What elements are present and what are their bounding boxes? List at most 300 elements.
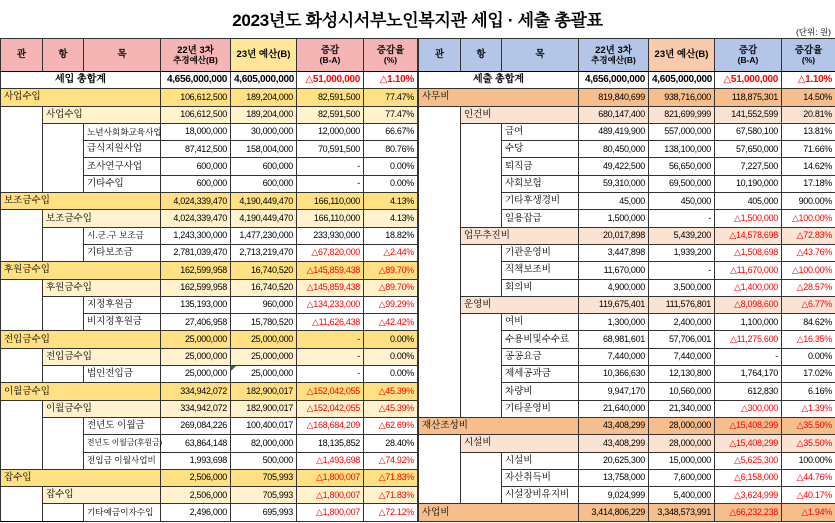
value-cell: 680,147,400 [579,106,649,123]
value-cell: 600,000 [231,175,297,192]
value-cell: 3,500,000 [649,279,715,296]
value-cell: 15,780,520 [231,314,297,331]
total-label: 세출 총합계 [419,72,579,89]
value-cell: △1.39% [782,400,835,417]
value-cell: 43,408,299 [579,417,649,434]
value-cell: 7,600,000 [649,469,715,486]
value-cell: 489,419,900 [579,123,649,140]
value-cell: 9,024,999 [579,487,649,504]
row-label: 노년사회화교육사업 [84,123,161,140]
value-cell: - [297,175,364,192]
col-change-header [715,39,782,72]
header-row [419,39,835,72]
budget-row-hang [419,296,835,313]
value-cell: 600,000 [231,158,297,175]
row-label: 조사연구사업 [84,158,161,175]
row-label: 이월금수입 [1,383,161,400]
gwan-spacer-cell [419,279,461,296]
row-label: 인건비 [461,106,579,123]
value-cell: 1,243,300,000 [161,227,231,244]
row-label: 회의비 [502,279,579,296]
value-cell: 612,830 [715,383,782,400]
col-prev-budget-header [579,39,649,72]
value-cell: 1,993,698 [161,452,231,469]
row-label: 차량비 [502,383,579,400]
value-cell: 45,000 [579,193,649,210]
value-cell: △62.69% [364,417,418,434]
value-cell: 30,000,000 [231,123,297,140]
col-change-rate-header-line1: 증감율 [794,44,823,56]
value-cell: 17.18% [782,175,835,192]
value-cell: 106,612,500 [161,106,231,123]
row-label: 보조금수입 [43,210,161,227]
hang-spacer-cell [43,158,84,175]
value-cell: 166,110,000 [297,210,364,227]
value-cell: 14.50% [782,89,835,106]
budget-row-mok [419,400,835,417]
hang-spacer-cell [461,469,502,486]
value-cell: 4,024,339,470 [161,193,231,210]
value-cell: 334,942,072 [161,383,231,400]
value-cell: 182,900,017 [231,400,297,417]
value-cell: 10,366,630 [579,366,649,383]
value-cell: △300,000 [715,400,782,417]
value-cell: △72.12% [364,504,418,521]
value-cell: 938,716,000 [649,89,715,106]
budget-row-mok [419,175,835,192]
row-label: 전입금 이월사업비 [84,452,161,469]
hang-spacer-cell [461,487,502,504]
value-cell: - [297,366,364,383]
row-label: 수당 [502,141,579,158]
hang-spacer-cell [461,262,502,279]
comment-marker-icon [231,366,236,371]
row-label: 시설비 [461,435,579,452]
value-cell: △145,859,438 [297,262,364,279]
col-prev-budget-header [161,39,231,72]
budget-row-hang [1,210,418,227]
row-label: 잡수입 [1,469,161,486]
value-cell: 0.00% [364,348,418,365]
budget-row-mok [419,469,835,486]
gwan-spacer-cell [1,227,43,244]
hang-spacer-cell [43,452,84,469]
gwan-spacer-cell [419,400,461,417]
value-cell: △35.50% [782,435,835,452]
value-cell: 12,130,800 [649,366,715,383]
budget-row-hang [1,487,418,504]
value-cell: 100.00% [782,452,835,469]
budget-row-hang [1,106,418,123]
value-cell: 166,110,000 [297,193,364,210]
value-cell: 1,939,200 [649,244,715,261]
gwan-spacer-cell [1,366,43,383]
budget-row-gwan [1,331,418,348]
hang-spacer-cell [43,141,84,158]
value-cell: 162,599,958 [161,262,231,279]
hang-spacer-cell [461,141,502,158]
value-cell: △2.44% [364,244,418,261]
value-cell: 16,740,520 [231,262,297,279]
row-label: 일용잡급 [502,210,579,227]
value-cell: △42.42% [364,314,418,331]
value-cell: △67,820,000 [297,244,364,261]
hang-spacer-cell [461,279,502,296]
value-cell: 960,000 [231,296,297,313]
value-cell: 4,656,000,000 [579,72,649,89]
row-label: 운영비 [461,296,579,313]
page-title: 2023년도 화성시서부노인복지관 세입 · 세출 총괄표 [232,11,603,30]
hang-spacer-cell [461,314,502,331]
budget-row-mok [419,279,835,296]
value-cell: 82,591,500 [297,89,364,106]
col-hang-header-line1: 항 [476,49,486,61]
value-cell: 67,580,100 [715,123,782,140]
value-cell: 118,875,301 [715,89,782,106]
value-cell: 450,000 [649,193,715,210]
value-cell: - [649,210,715,227]
hang-spacer-cell [461,210,502,227]
value-cell: 106,612,500 [161,89,231,106]
value-cell: 141,552,599 [715,106,782,123]
col-new-budget-header [231,39,297,72]
col-hang-header [461,39,502,72]
value-cell: △1,800,007 [297,487,364,504]
value-cell: 21,640,000 [579,400,649,417]
value-cell: 68,981,601 [579,331,649,348]
col-mok-header [502,39,579,72]
row-label: 법인전입금 [84,366,161,383]
hang-spacer-cell [461,452,502,469]
budget-row-hang [419,106,835,123]
col-prev-budget-header-line1: 22년 3차 [595,44,632,56]
budget-row-gwan [1,383,418,400]
hang-spacer-cell [43,175,84,192]
value-cell: 13.81% [782,123,835,140]
value-cell: 119,675,401 [579,296,649,313]
value-cell: 28,000,000 [649,435,715,452]
row-label: 전년도 이월금 [84,417,161,434]
budget-row-gwan [1,262,418,279]
gwan-spacer-cell [1,314,43,331]
row-label: 사업비 [419,504,579,521]
row-label: 수용비및수수료 [502,331,579,348]
hang-spacer-cell [43,123,84,140]
budget-row-mok [1,417,418,434]
budget-row-mok [1,158,418,175]
value-cell: △11,275,600 [715,331,782,348]
value-cell: △71.83% [364,487,418,504]
value-cell: △40.17% [782,487,835,504]
value-cell: 705,993 [231,469,297,486]
value-cell: △45.39% [364,383,418,400]
row-label: 기타보조금 [84,244,161,261]
value-cell: 1,764,170 [715,366,782,383]
hang-spacer-cell [461,348,502,365]
budget-row-hang [1,279,418,296]
col-change-header [297,39,364,72]
value-cell: △89.70% [364,262,418,279]
value-cell: 16,740,520 [231,279,297,296]
value-cell: 12,000,000 [297,123,364,140]
row-label: 시설장비유지비 [502,487,579,504]
value-cell: 25,000,000 [161,348,231,365]
col-hang-header-line1: 항 [58,49,68,61]
budget-row-mok [419,383,835,400]
hang-spacer-cell [43,244,84,261]
value-cell: 80.76% [364,141,418,158]
row-label: 사업수입 [1,89,161,106]
value-cell: △15,408,299 [715,417,782,434]
value-cell: 3,447,898 [579,244,649,261]
value-cell: 7,440,000 [649,348,715,365]
value-cell: 2,496,000 [161,504,231,521]
value-cell: 17.02% [782,366,835,383]
gwan-spacer-cell [419,123,461,140]
gwan-spacer-cell [1,123,43,140]
value-cell: △35.50% [782,417,835,434]
value-cell: 0.00% [364,158,418,175]
value-cell: △28.57% [782,279,835,296]
value-cell: 25,000,000 [231,348,297,365]
row-label: 제세공과금 [502,366,579,383]
budget-row-mok [1,123,418,140]
value-cell: 27,406,958 [161,314,231,331]
value-cell: 158,004,000 [231,141,297,158]
value-cell: 18,135,852 [297,435,364,452]
col-change-rate-header-line2: (%) [383,54,398,65]
row-label: 여비 [502,314,579,331]
col-change-rate-header-line1: 증감율 [376,44,405,56]
hang-spacer-cell [461,383,502,400]
row-label: 시.군.구 보조금 [84,227,161,244]
value-cell: 56,650,000 [649,158,715,175]
value-cell: 59,310,000 [579,175,649,192]
value-cell: 182,900,017 [231,383,297,400]
value-cell: 0.00% [782,348,835,365]
col-gwan-header [419,39,461,72]
value-cell: △1,800,007 [297,504,364,521]
hang-spacer-cell [461,193,502,210]
value-cell: △45.39% [364,400,418,417]
hang-spacer-cell [461,400,502,417]
value-cell: △15,408,299 [715,435,782,452]
budget-row-mok [1,244,418,261]
budget-row-mok [1,296,418,313]
value-cell: 21,340,000 [649,400,715,417]
gwan-spacer-cell [419,487,461,504]
gwan-spacer-cell [1,452,43,469]
value-cell: 600,000 [161,158,231,175]
value-cell: 233,930,000 [297,227,364,244]
value-cell: 3,414,806,229 [579,504,649,521]
value-cell: 695,993 [231,504,297,521]
value-cell: 821,699,999 [649,106,715,123]
budget-row-mok [419,210,835,227]
value-cell: 20,625,300 [579,452,649,469]
value-cell: 18.82% [364,227,418,244]
gwan-spacer-cell [419,175,461,192]
budget-row-mok [419,193,835,210]
col-change-header-line1: 증감 [320,44,340,56]
col-change-header-line2: (B-A) [319,54,341,65]
value-cell: - [297,158,364,175]
value-cell: △6.77% [782,296,835,313]
budget-row-mok [1,504,418,521]
value-cell: 819,840,699 [579,89,649,106]
row-label: 비지정후원금 [84,314,161,331]
value-cell: 1,500,000 [579,210,649,227]
gwan-spacer-cell [419,366,461,383]
value-cell: △1.10% [782,72,835,89]
value-cell: △43.76% [782,244,835,261]
hang-spacer-cell [43,504,84,521]
value-cell: 87,412,500 [161,141,231,158]
row-label: 지정후원금 [84,296,161,313]
value-cell: 4,605,000,000 [231,72,297,89]
value-cell: 0.00% [364,175,418,192]
row-label: 시설비 [502,452,579,469]
value-cell: 405,000 [715,193,782,210]
value-cell: 82,000,000 [231,435,297,452]
value-cell: △5,625,300 [715,452,782,469]
value-cell: 80,450,000 [579,141,649,158]
gwan-spacer-cell [419,227,461,244]
value-cell: 77.47% [364,106,418,123]
value-cell: △71.83% [364,469,418,486]
col-mok-header [84,39,161,72]
value-cell: △1.94% [782,504,835,521]
value-cell: 269,084,226 [161,417,231,434]
col-change-rate-header [364,39,418,72]
value-cell: 71.66% [782,141,835,158]
budget-row-gwan [1,469,418,486]
budget-row-mok [1,452,418,469]
gwan-spacer-cell [419,141,461,158]
value-cell: 557,000,000 [649,123,715,140]
value-cell: - [297,331,364,348]
tables-container [0,38,835,522]
budget-row-hang [1,348,418,365]
revenue-table [0,38,418,522]
value-cell: 4,900,000 [579,279,649,296]
value-cell: - [649,262,715,279]
gwan-spacer-cell [419,193,461,210]
budget-row-mok [419,348,835,365]
value-cell: 2,506,000 [161,487,231,504]
hang-spacer-cell [461,123,502,140]
col-new-budget-header-line1: 23년 예산(B) [236,49,291,61]
hang-spacer-cell [461,366,502,383]
col-new-budget-header [649,39,715,72]
row-label: 업무추진비 [461,227,579,244]
col-prev-budget-header-line2: 추경예산(B) [173,54,218,65]
gwan-spacer-cell [1,348,43,365]
value-cell: 2,400,000 [649,314,715,331]
value-cell: △14,578,698 [715,227,782,244]
expenditure-table [418,38,835,522]
row-label: 기타수입 [84,175,161,192]
budget-row-mok [419,366,835,383]
col-mok-header-line1: 목 [117,49,127,61]
value-cell: 189,204,000 [231,89,297,106]
value-cell: 14.62% [782,158,835,175]
row-label: 보조금수입 [1,193,161,210]
hang-spacer-cell [43,314,84,331]
value-cell: △51,000,000 [297,72,364,89]
gwan-spacer-cell [1,417,43,434]
row-label: 후원금수입 [1,262,161,279]
value-cell: 334,942,072 [161,400,231,417]
value-cell: 7,227,500 [715,158,782,175]
value-cell: 500,000 [231,452,297,469]
hang-spacer-cell [43,296,84,313]
value-cell: △11,626,438 [297,314,364,331]
col-gwan-header-line1: 관 [434,49,445,61]
gwan-spacer-cell [419,262,461,279]
value-cell: 57,650,000 [715,141,782,158]
value-cell: 57,706,001 [649,331,715,348]
value-cell: △99.29% [364,296,418,313]
gwan-spacer-cell [419,314,461,331]
value-cell: 6.16% [782,383,835,400]
budget-row-mok [419,123,835,140]
value-cell: △1,400,000 [715,279,782,296]
budget-row-mok [1,435,418,452]
col-change-rate-header [782,39,835,72]
budget-row-hang [1,400,418,417]
value-cell: 15,000,000 [649,452,715,469]
gwan-spacer-cell [1,158,43,175]
value-cell: 0.00% [364,366,418,383]
value-cell: △1,493,698 [297,452,364,469]
budget-row-mok [419,331,835,348]
budget-row-mok [419,244,835,261]
value-cell: △6,158,000 [715,469,782,486]
row-label: 공공요금 [502,348,579,365]
value-cell: 25,000,000 [231,366,297,383]
gwan-spacer-cell [1,400,43,417]
value-cell: 25,000,000 [161,366,231,383]
col-change-header-line1: 증감 [738,44,758,56]
value-cell: 18,000,000 [161,123,231,140]
hang-spacer-cell [461,158,502,175]
gwan-spacer-cell [1,279,43,296]
header-row [1,39,418,72]
value-cell: 20.81% [782,106,835,123]
gwan-spacer-cell [419,106,461,123]
gwan-spacer-cell [419,452,461,469]
value-cell: - [297,348,364,365]
value-cell: △152,042,055 [297,383,364,400]
value-cell: 100,400,017 [231,417,297,434]
row-label: 잡수입 [43,487,161,504]
value-cell: 28,000,000 [649,417,715,434]
gwan-spacer-cell [419,383,461,400]
gwan-spacer-cell [419,210,461,227]
value-cell: 5,439,200 [649,227,715,244]
value-cell: 4,605,000,000 [649,72,715,89]
budget-row-gwan [1,193,418,210]
value-cell: △11,670,000 [715,262,782,279]
unit-note: (단위: 원) [795,27,831,37]
value-cell: 11,670,000 [579,262,649,279]
hang-spacer-cell [461,175,502,192]
gwan-spacer-cell [419,158,461,175]
hang-spacer-cell [461,244,502,261]
gwan-spacer-cell [1,175,43,192]
value-cell: △89.70% [364,279,418,296]
